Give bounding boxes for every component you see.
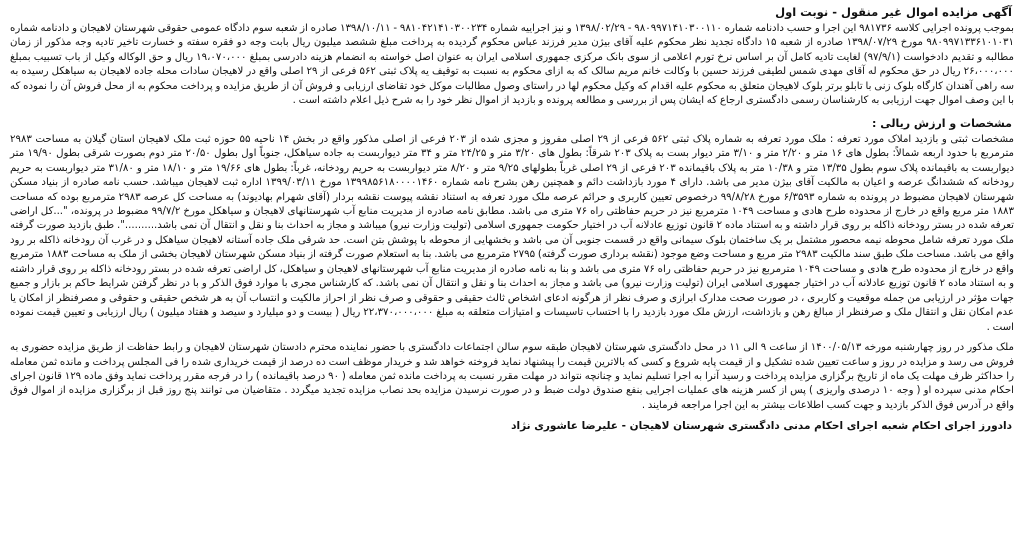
auction-terms-paragraph: ملک مذکور در روز چهارشنبه مورخه ۱۴۰۰/۰۵/۱۳ از ساعت ۹ الی ۱۱ در محل دادگستری شهرستان لاهیجان طبقه سوم سالن اجتماعات دادگستری با حضور نماینده محترم دادستان شهرستان لاهیجان و رابط حفاظت از طریق مزایده حضوری به فروش می رسد و مزایده در روز و ساعت تعیین شده تشکیل و از قیمت پایه شروع و کسی که بالاترین قیمت را پیشنهاد نماید فروخته خواهد شد و خریدار موظف است ده درصد از قیمت خریداری شده را فی المجلس پرداخت و مانده ثمن معامله را حداکثر ظرف مهلت یک ماه از تاریخ برگزاری مزایده پرداخت و رسید آنرا به اجرا تسلیم نماید و چنانچه نتواند در مهلت مقرر نسبت به پرداخت مانده ثمن معامله ( ۹۰ درصد باقیمانده ) را در فرجه مقرر پرداخت نماید وفق ماده ۱۲۹ قانون اجرای احکام مدنی سپرده او ( وجه ۱۰ درصدی واریزی ) پس از کسر هزینه های عملیات اجرایی بنفع صندوق دولت ضبط و در صورت نرسیدن مزایده بحد نصاب مزایده تجدید میگردد . متقاضیان می توانند پنج روز قبل از برگزاری مزایده از اموال فوق واقع در آدرس فوق الذکر بازدید و جهت کسب اطلاعات بیشتر به این اجرا مراجعه فرمایند . — [10, 342, 1014, 411]
property-details-paragraph: مشخصات ثبتی و بازدید املاک مورد تعرفه : ملک مورد تعرفه به شماره پلاک ثبتی ۵۶۲ فرعی از ۲۹ اصلی مفروز و مجزی شده از ۲۰۳ فرعی از اصلی مذکور واقع در بخش ۱۴ ناحیه ۵۵ حوزه ثبت ملک لاهیجان استان گیلان به مساحت ۲۹۸۳ مترمربع با حدود اربعه شمالاً: بطول های ۱۶ متر و ۲/۲۰ متر و ۳/۱۰ متر دیوار بست به پلاک ۲۰۳ شرقاً: بطول های ۳/۲۰ متر و ۲۴/۲۵ متر و ۳۴ متر دیواربست به جاده سیاهکل، جنوباً اول بطول ۲۰/۵۰ متر دوم بصورت شرقی بطول ۱۹/۹۰ متر دیواربست به باقیمانده پلاک سوم بطول ۱۳/۳۵ متر و ۱۰/۳۸ متر به پلاک باقیمانده ۲۰۳ فرعی از ۲۹ اصلی غرباً بطولهای ۹/۲۵ متر و ۸/۲۰ متر دیواربست به حریم رودخانه، غرباً: بطول های ۱۹/۶۶ متر و ۱۸/۱۰ متر و ۳۱/۸۰ متر دیواربست به حریم رودخانه که ششدانگ عرصه و اعیان به مالکیت آقای بیژن مدیر می باشد. دارای ۴ مورد بازداشت دائم و همچنین رهن بشرح نامه شماره ۱۳۹۹۸۵۶۱۸۰۰۰۰۱۴۶۰ مورخ ۱۳۹۹/۰۳/۱۱ اداره ثبت لاهیجان میباشد. حسب نامه صادره از بنیاد مسکن شهرستان لاهیجان مضبوط در پرونده به شماره ۶/۳۵۹۳ مورخ ۹۹/۸/۲۸ درخصوص تعیین کاربری و حرائم عرصه ملک مورد تعرفه به استناد نقشه پیوست نقشه بردار (آقای شهرام بهادیوند) به مساحت کل عرصه ۲۹۸۳ مترمربع بوده که مساحت ۱۸۸۳ متر مربع واقع در خارج از محدوده طرح هادی و مساحت ۱۰۴۹ مترمربع نیز در حریم حفاظتی راه ۷۶ متری می باشد. مطابق نامه صادره از مدیریت منابع آب شهرستانهای لاهیجان و سیاهکل مورخ ۹۹/۷/۲ مضبوط در پرونده، "...کل اراضی تعرفه شده در بستر رودخانه ذاکله بر روی قرار داشته و به استناد ماده ۲ قانون توزیع عادلانه آب در اختیار حکومت جمهوری اسلامی (تولیت وزارت نیرو) میباشد و مجاز به احداث بنا و نقل و انتقال آن نمی باشد..........". طبق بازدید صورت گرفته ملک مورد تعرفه شامل محوطه نیمه محصور مشتمل بر یک ساختمان بلوک سیمانی واقع در قسمت جنوبی آن می باشد و بخشهایی از محوطه با پوشش بتن است. حد شرقی ملک جاده آستانه لاهیجان سیاهکل و در غرب آن رودخانه ذاکله بر رود واقع می باشد. مساحت ملک طبق سند مالکیت ۲۹۸۳ متر مربع و مساحت وضع موجود (نقشه برداری صورت گرفته) ۲۷۹۵ مترمربع می باشد. بنا به استعلام صورت گرفته از بنیاد مسکن شهرستان لاهیجان بخشی از ملک به مساحت ۱۸۸۳ مترمربع واقع در خارج از محدوده طرح هادی و مساحت ۱۰۴۹ مترمربع نیز در حریم حفاظتی راه ۷۶ متری می باشد و بنا به نامه صادره از مدیریت منابع آب شهرستانهای لاهیجان و سیاهکل، کل اراضی تعرفه شده در بستر رودخانه ذاکله بر روی قرار داشته و به استناد ماده ۲ قانون توزیع عادلانه آب در اختیار جمهوری اسلامی ایران (تولیت وزارت نیرو) می باشد و مجاز به احداث بنا و نقل و انتقال آن نمی باشد. که کارشناس مجری با موارد فوق الذکر و با در نظر گرفتن شرایط حاکم بر بازار و جمیع جهات مؤثر در ارزیابی من جمله موقعیت و کاربری ، در صورت صحت مدارک ابرازی و صرف نظر از هرگونه ادعای اشخاص ثالث حقیقی و حقوقی و صرف نظر از احراز مالکیت و انتساب آن به هر شخص حقیقی و حقوقی و مصرفنظر از امکان یا عدم امکان نقل و انتقال ملک و صرفنظر از مبالغ رهن و بازداشت، ارزش ملک مورد بازدید را با احتساب تاسیسات و امتیازات متعلقه به مبلغ ۲۲،۳۷۰،۰۰۰،۰۰۰ ریال ( بیست و دو میلیارد و سیصد و هفتاد میلیون ) ریال ارزیابی و تعیین قیمت نموده است . — [10, 133, 1015, 333]
signature-line: دادورز اجرای احکام شعبه اجرای احکام مدنی دادگستری شهرستان لاهیجان - علیرضا عاشوری نژاد — [511, 420, 1012, 433]
section-heading: مشخصات و ارزش ریالی : — [872, 116, 1012, 130]
notice-intro-paragraph: بموجب پرونده اجرایی کلاسه ۹۸۱۷۳۶ این اجرا و حسب دادنامه شماره ۹۸۰۹۹۷۱۴۱۰۳۰۰۱۱۰ - ۱۳۹۸/۰۲/۲۹ و نیز اجراییه شماره ۹۸۱۰۴۲۱۴۱۰۳۰۰۲۳۴ - ۱۳۹۸/۱۰/۱۱ صادره از شعبه سوم دادگاه عمومی حقوقی شهرستان لاهیجان و دادنامه شماره ۹۸۰۹۹۷۱۳۳۶۱۰۱۰۳۱ مورخ ۱۳۹۸/۰۷/۲۹ صادره از شعبه ۱۵ دادگاه تجدید نظر محکوم علیه آقای بیژن مدیر فرزند عباس محکوم گردیده به پرداخت مبلغ ششصد میلیون ریال بابت وجه دو فقره سفته و خسارت تاخیر تادیه وجه مذکور از زمان مطالبه و تقدیم دادخواست (۹۷/۹/۱) لغایت تادیه کامل آن بر اساس نرخ تورم اعلامی از سوی بانک مرکزی جمهوری اسلامی ایران به عنوان اصل خواسته به انضمام هزینه دادرسی بمبلغ ۱۹،۰۷۰،۰۰۰ ریال و حق الوکاله وکیل از باب تسبیب بمبلغ ۲۶،۰۰۰،۰۰۰ ریال در حق محکوم له آقای مهدی شمس لطیفی فرزند حسین با وکالت خانم مریم سالک که به ازای محکوم به نسبت به توقیف یه پلاک ثبتی ۵۶۲ فرعی از ۲۹ اصلی واقع در لاهیجان سادات محله جاده لاهیجان به سیاهکل رسیده به سه راهی آهندان کارگاه بلوک زنی با تابلو برتر بلوک لاهیجان متعلق به محکوم علیه اقدام که وکیل محکوم لها در راستای وصول مطالبات موکل خود تقاضای ارزیابی و فروش آن از طریق مزایده و پرداخت محکوم به از محل فروش آن را نموده که با این وصف اموال جهت ارزیابی به کارشناسان رسمی دادگستری ارجاع که ایشان پس از بررسی و مطالعه پرونده و بازدید از اموال نظر خود را به شرح ذیل اعلام داشته است . — [10, 23, 1015, 107]
notice-title: آگهی مزایده اموال غیر منقول - نوبت اول — [775, 5, 1012, 19]
